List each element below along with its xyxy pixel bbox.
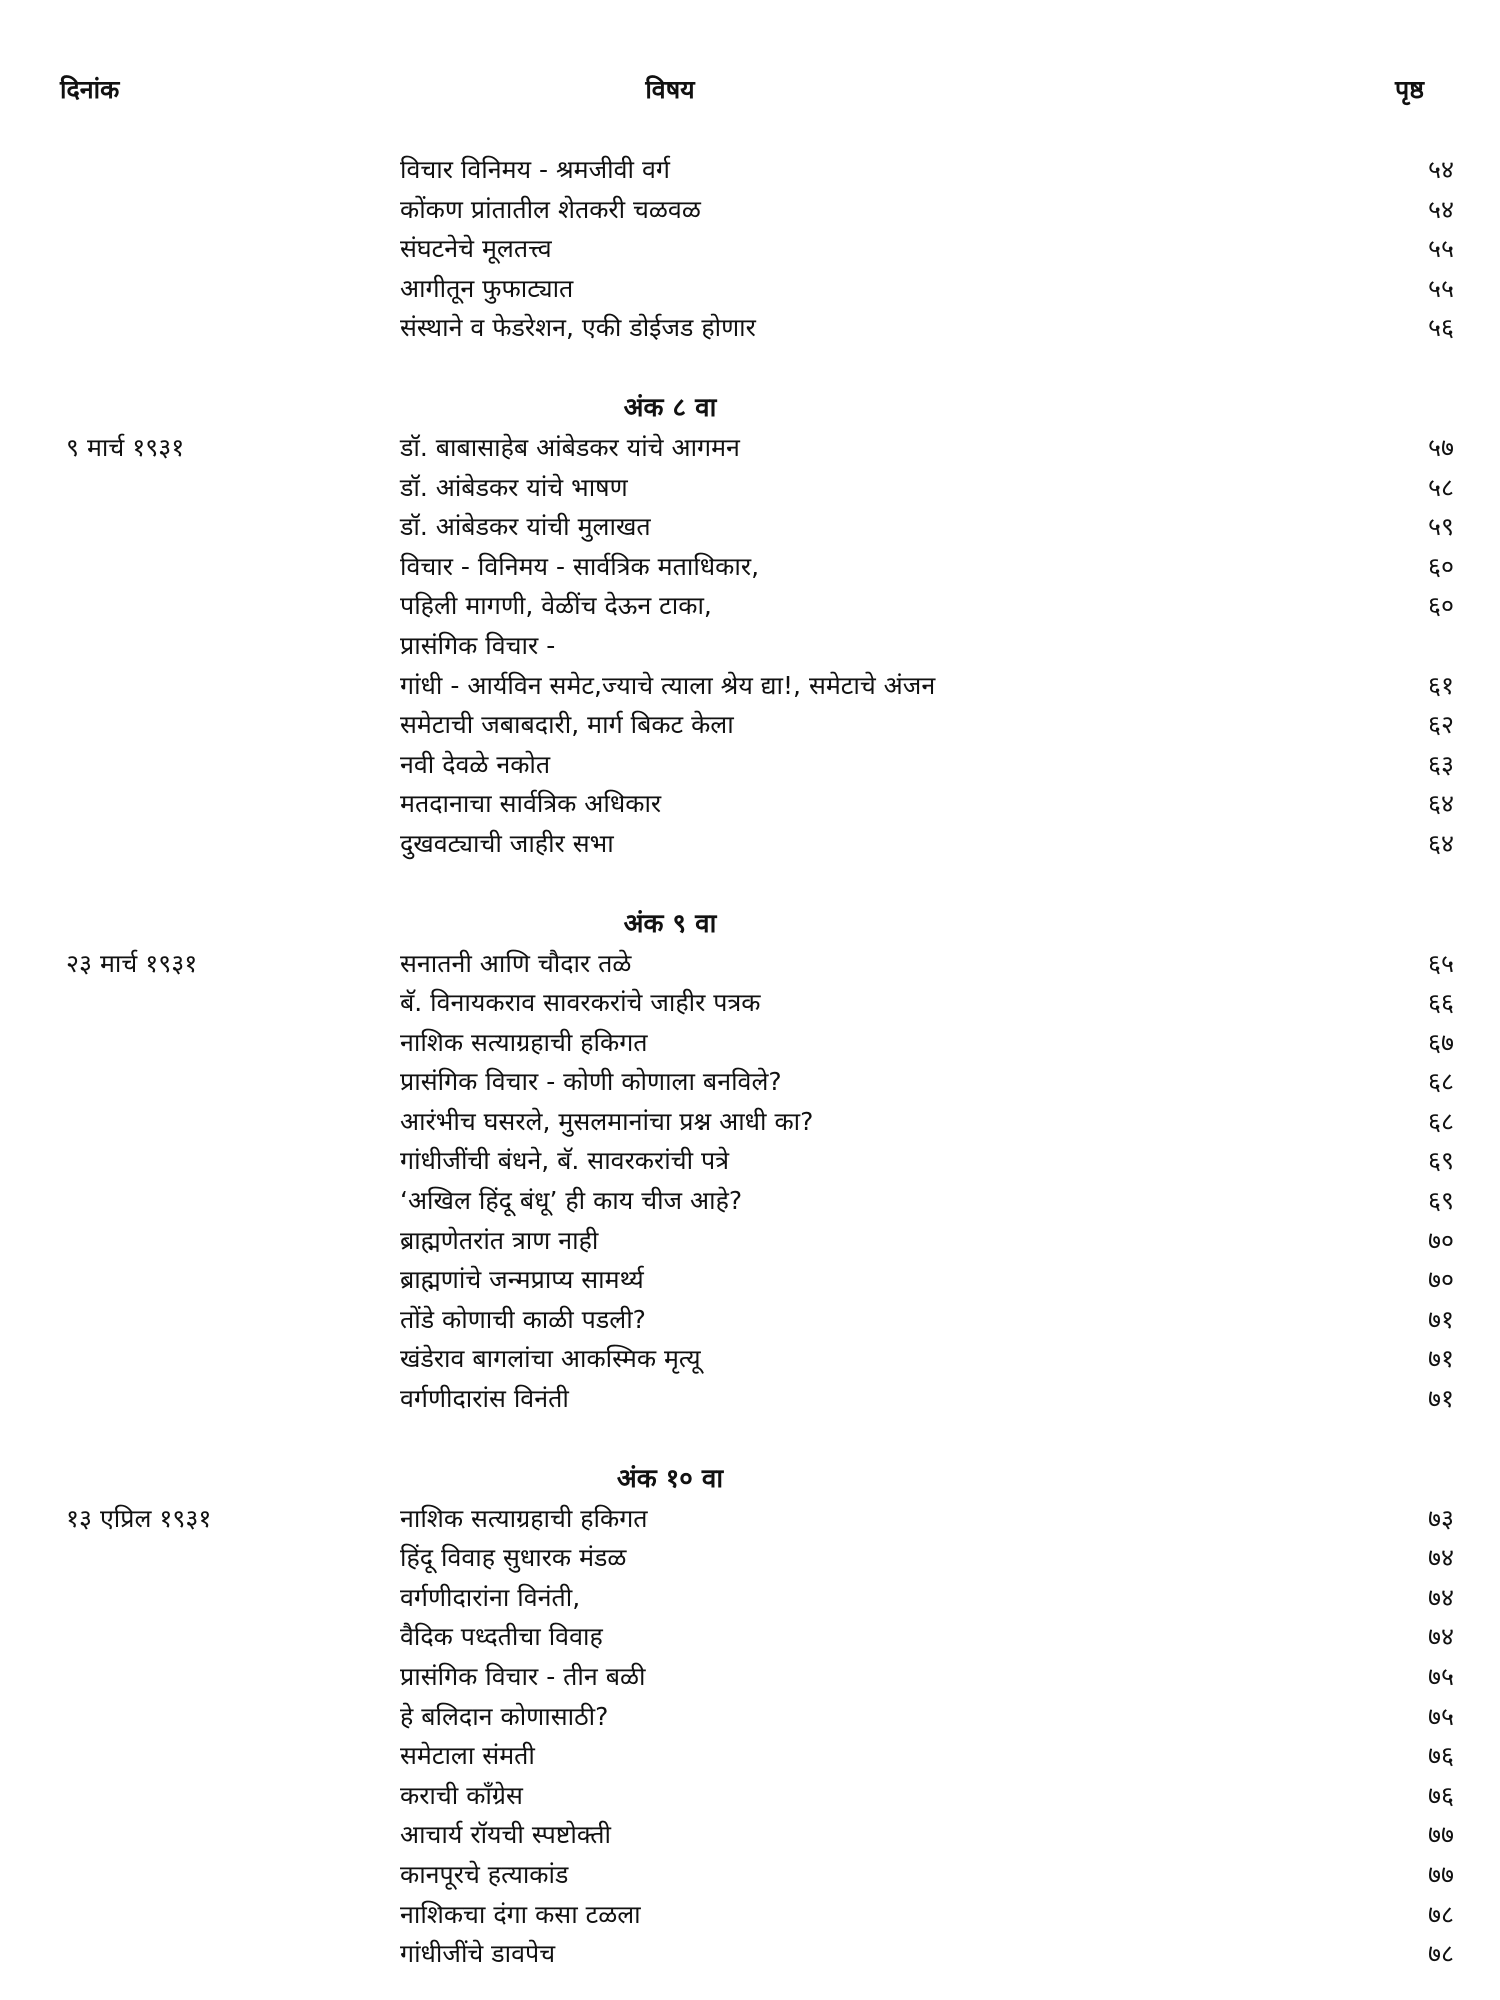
- entry-subject: कराची काँग्रेस: [400, 1780, 523, 1810]
- entry-subject: प्रासंगिक विचार - कोणी कोणाला बनविले?: [400, 1067, 782, 1097]
- toc-entry: [0, 547, 1500, 587]
- entry-page-number: ७५: [1427, 1701, 1454, 1731]
- entry-page-number: ७६: [1427, 1780, 1454, 1810]
- entry-subject: बॅ. विनायकराव सावरकरांचे जाहीर पत्रक: [400, 988, 761, 1018]
- page-column-label: पृष्ठ: [1395, 75, 1424, 104]
- entry-page-number: ६०: [1427, 591, 1454, 621]
- toc-entry: [0, 1260, 1500, 1300]
- entry-subject: हे बलिदान कोणासाठी?: [400, 1701, 609, 1731]
- issue-heading: अंक १० वा: [616, 1463, 724, 1494]
- toc-entry: [0, 1339, 1500, 1379]
- entry-subject: खंडेराव बागलांचा आकस्मिक मृत्यू: [400, 1344, 701, 1374]
- issue-section: [0, 864, 1500, 1419]
- entry-page-number: ७०: [1427, 1225, 1454, 1255]
- toc-entry: [0, 1617, 1500, 1657]
- section-spacer: [0, 348, 1500, 388]
- toc-entry: [0, 1023, 1500, 1063]
- entry-page-number: ६९: [1427, 1186, 1454, 1216]
- entry-page-number: ६४: [1427, 789, 1454, 819]
- entry-subject: मतदानाचा सार्वत्रिक अधिकार: [400, 789, 662, 819]
- entry-subject: गांधी - आर्यविन समेट,ज्याचे त्याला श्रेय द्या!, समेटाचे अंजन: [400, 670, 936, 700]
- entry-subject: हिंदू विवाह सुधारक मंडळ: [400, 1543, 627, 1573]
- table-of-contents: [0, 150, 1500, 1974]
- entry-page-number: ६५: [1427, 948, 1454, 978]
- toc-entry: [0, 1578, 1500, 1618]
- entry-subject: पहिली मागणी, वेळींच देऊन टाका,: [400, 591, 712, 621]
- entry-page-number: ७४: [1427, 1582, 1454, 1612]
- entry-subject: तोंडे कोणाची काळी पडली?: [400, 1304, 646, 1334]
- toc-entry: [0, 1379, 1500, 1419]
- toc-entry: [0, 428, 1500, 468]
- entry-page-number: ६०: [1427, 551, 1454, 581]
- entry-subject: ब्राह्मणेतरांत त्राण नाही: [400, 1225, 599, 1255]
- toc-entry: [0, 745, 1500, 785]
- entry-page-number: ७३: [1427, 1503, 1454, 1533]
- toc-entry: [0, 308, 1500, 348]
- toc-entry: [0, 626, 1500, 666]
- toc-entry: [0, 1181, 1500, 1221]
- toc-entry: [0, 1776, 1500, 1816]
- entry-subject: आरंभीच घसरले, मुसलमानांचा प्रश्न आधी का?: [400, 1106, 814, 1136]
- toc-entry: [0, 1102, 1500, 1142]
- entry-subject: नवी देवळे नकोत: [400, 749, 551, 779]
- toc-entry: [0, 190, 1500, 230]
- entry-subject: डॉ. आंबेडकर यांचे भाषण: [400, 472, 628, 502]
- toc-entry: [0, 1895, 1500, 1935]
- entry-subject: विचार - विनिमय - सार्वत्रिक मताधिकार,: [400, 551, 760, 581]
- section-spacer: [0, 864, 1500, 904]
- entry-subject: कोंकण प्रांतातील शेतकरी चळवळ: [400, 194, 701, 224]
- entry-page-number: ७८: [1427, 1899, 1454, 1929]
- entry-page-number: ७५: [1427, 1662, 1454, 1691]
- entry-page-number: ५५: [1427, 273, 1454, 303]
- entry-page-number: ६६: [1427, 988, 1454, 1018]
- issue-heading: अंक ८ वा: [623, 392, 717, 423]
- entry-subject: प्रासंगिक विचार - तीन बळी: [400, 1662, 646, 1691]
- entry-subject: कानपूरचे हत्याकांड: [400, 1859, 569, 1889]
- toc-entry: [0, 1499, 1500, 1539]
- entry-page-number: ७७: [1427, 1859, 1454, 1889]
- toc-entry: [0, 666, 1500, 706]
- entry-page-number: ६३: [1427, 749, 1454, 779]
- issue-date: २३ मार्च १९३१: [66, 948, 198, 978]
- toc-entry: [0, 1062, 1500, 1102]
- entry-page-number: ५४: [1427, 155, 1454, 184]
- entry-subject: डॉ. आंबेडकर यांची मुलाखत: [400, 512, 651, 542]
- toc-entry: [0, 229, 1500, 269]
- toc-entry: [0, 983, 1500, 1023]
- entry-page-number: ५४: [1427, 194, 1454, 224]
- toc-entry: [0, 824, 1500, 864]
- entry-page-number: ६४: [1427, 828, 1454, 858]
- issue-section: [0, 1419, 1500, 1974]
- entry-page-number: ७१: [1427, 1384, 1454, 1414]
- entry-subject: गांधीजींचे डावपेच: [400, 1939, 556, 1969]
- entry-page-number: ५८: [1427, 472, 1454, 502]
- toc-entry: [0, 507, 1500, 547]
- entry-page-number: ६८: [1427, 1067, 1454, 1097]
- entry-page-number: ७७: [1427, 1820, 1454, 1850]
- entry-subject: ब्राह्मणांचे जन्मप्राप्य सामर्थ्य: [400, 1265, 644, 1295]
- entry-subject: नाशिक सत्याग्रहाची हकिगत: [400, 1503, 648, 1533]
- column-header: [0, 72, 1500, 112]
- toc-entry: [0, 1815, 1500, 1855]
- entry-subject: संस्थाने व फेडरेशन, एकी डोईजड होणार: [400, 313, 756, 343]
- entry-page-number: ६८: [1427, 1106, 1454, 1136]
- entry-subject: डॉ. बाबासाहेब आंबेडकर यांचे आगमन: [400, 432, 740, 462]
- entry-subject: नाशिक सत्याग्रहाची हकिगत: [400, 1027, 648, 1057]
- entry-subject: वर्गणीदारांना विनंती,: [400, 1582, 581, 1612]
- issue-section: [0, 150, 1500, 348]
- entry-subject: ‘अखिल हिंदू बंधू’ ही काय चीज आहे?: [400, 1186, 743, 1216]
- entry-subject: प्रासंगिक विचार -: [400, 630, 556, 660]
- subject-column-label: विषय: [645, 75, 695, 104]
- toc-entry: [0, 1855, 1500, 1895]
- toc-entry: [0, 1736, 1500, 1776]
- toc-entry: [0, 586, 1500, 626]
- entry-page-number: ७१: [1427, 1344, 1454, 1374]
- entry-page-number: ७६: [1427, 1741, 1454, 1771]
- entry-subject: संघटनेचे मूलतत्त्व: [400, 234, 552, 264]
- toc-entry: [0, 150, 1500, 190]
- toc-entry: [0, 944, 1500, 984]
- date-column-label: दिनांक: [60, 75, 120, 104]
- entry-subject: आचार्य रॉयची स्पष्टोक्ती: [400, 1820, 611, 1850]
- toc-entry: [0, 1221, 1500, 1261]
- toc-entry: [0, 1657, 1500, 1697]
- entry-subject: आगीतून फुफाट्यात: [400, 273, 574, 303]
- toc-entry: [0, 784, 1500, 824]
- toc-entry: [0, 1934, 1500, 1974]
- entry-subject: समेटाची जबाबदारी, मार्ग बिकट केला: [400, 710, 734, 740]
- entry-page-number: ७४: [1427, 1543, 1454, 1573]
- entry-page-number: ५६: [1427, 313, 1454, 343]
- entry-subject: सनातनी आणि चौदार तळे: [400, 948, 632, 978]
- entry-subject: नाशिकचा दंगा कसा टळला: [400, 1899, 641, 1929]
- entry-subject: दुखवट्याची जाहीर सभा: [400, 828, 614, 858]
- entry-page-number: ७०: [1427, 1265, 1454, 1295]
- issue-date: ९ मार्च १९३१: [66, 432, 185, 462]
- entry-page-number: ५५: [1427, 234, 1454, 264]
- toc-entry: [0, 1141, 1500, 1181]
- entry-page-number: ५९: [1427, 512, 1454, 542]
- entry-subject: वर्गणीदारांस विनंती: [400, 1384, 569, 1414]
- entry-subject: वैदिक पध्दतीचा विवाह: [400, 1622, 603, 1652]
- entry-page-number: ६२: [1427, 710, 1454, 740]
- entry-subject: विचार विनिमय - श्रमजीवी वर्ग: [400, 155, 670, 184]
- section-spacer: [0, 1419, 1500, 1459]
- issue-section: [0, 348, 1500, 864]
- toc-entry: [0, 1300, 1500, 1340]
- toc-entry: [0, 705, 1500, 745]
- entry-page-number: ६१: [1427, 670, 1454, 700]
- entry-page-number: ६७: [1427, 1027, 1454, 1057]
- toc-entry: [0, 1538, 1500, 1578]
- entry-page-number: ५७: [1427, 432, 1454, 462]
- entry-page-number: ७४: [1427, 1622, 1454, 1652]
- issue-date: १३ एप्रिल १९३१: [66, 1503, 212, 1533]
- toc-entry: [0, 269, 1500, 309]
- issue-heading: अंक ९ वा: [623, 908, 717, 939]
- toc-entry: [0, 1697, 1500, 1737]
- toc-entry: [0, 468, 1500, 508]
- entry-subject: समेटाला संमती: [400, 1741, 535, 1771]
- entry-page-number: ६९: [1427, 1146, 1454, 1176]
- entry-page-number: ७१: [1427, 1304, 1454, 1334]
- entry-subject: गांधीजींची बंधने, बॅ. सावरकरांची पत्रे: [400, 1146, 730, 1176]
- entry-page-number: ७८: [1427, 1939, 1454, 1969]
